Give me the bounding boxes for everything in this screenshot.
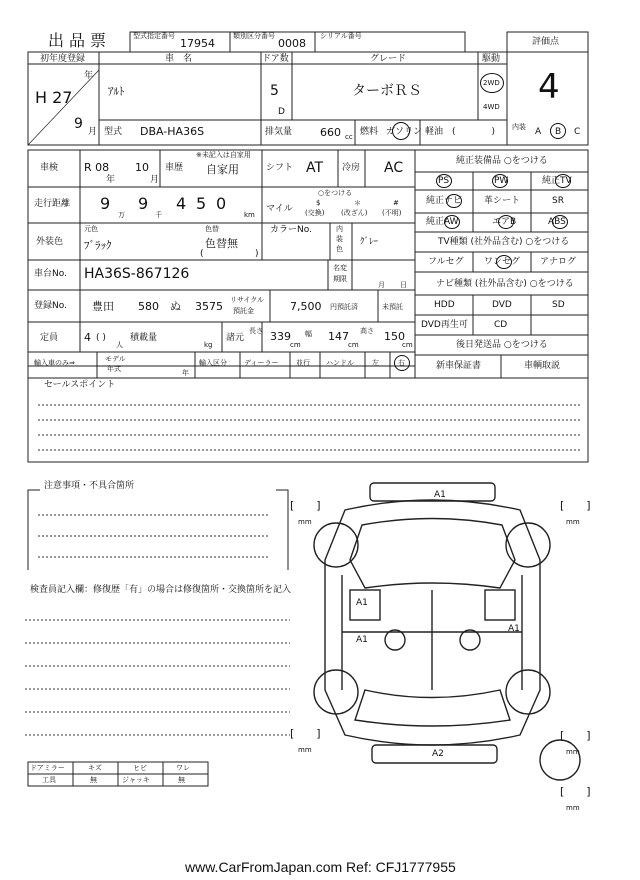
sheet-title: 出品票 <box>48 31 112 50</box>
equip-tv: 純正TV <box>542 176 572 186</box>
tools-v4: 無 <box>178 776 185 784</box>
mileage-digit-3: 4 <box>176 194 187 213</box>
grade-value: 4 <box>538 67 560 107</box>
mile-opt1a: $ <box>316 199 321 207</box>
tools-h4: ワレ <box>176 764 190 772</box>
mile-opt2a: ＊ <box>354 199 361 207</box>
history-value: 自家用 <box>206 163 239 176</box>
fuel-other: ( ) <box>452 127 496 137</box>
tools-h1: ドアミラー <box>30 764 65 772</box>
import-dealer: ディーラー <box>244 359 279 367</box>
name-change-label-1: 名変 <box>333 264 347 272</box>
handle-label: ハンドル <box>326 359 354 367</box>
orig-color-value: ﾌﾞﾗｯｸ <box>84 239 112 252</box>
mileage-digit-2: 9 <box>138 194 149 213</box>
car-name-value: ｱﾙﾄ <box>108 85 125 98</box>
width-label: 幅 <box>305 330 312 338</box>
repaint-label: 色替 <box>205 225 219 233</box>
equip-airbag: エアB <box>492 217 517 227</box>
mileage-label: 走行距離 <box>34 199 71 209</box>
tools-h2: キズ <box>88 764 102 772</box>
name-change-month: 月 <box>378 281 385 289</box>
displacement-unit: cc <box>345 133 353 141</box>
pw-circle <box>492 174 508 188</box>
drive-2wd: 2WD <box>483 79 500 87</box>
interior-color-c3: 色 <box>336 245 343 253</box>
fuel-circle <box>392 122 410 140</box>
mm-spare: mm <box>566 804 580 812</box>
interior-c: C <box>574 127 581 137</box>
equip-navi: 純正ナビ <box>426 196 463 206</box>
handle-left: 左 <box>372 359 379 367</box>
model-value: DBA-HA36S <box>140 125 205 138</box>
navi-hdd: HDD <box>434 300 455 310</box>
first-reg-year: H 27 <box>35 88 73 107</box>
mile-opt2b: (改ざん) <box>341 209 368 217</box>
category-value: 0008 <box>278 37 306 50</box>
mileage-man: 万 <box>118 211 125 219</box>
navi-dvd-play: DVD再生可 <box>421 320 468 330</box>
mileage-sen: 千 <box>155 211 162 219</box>
mileage-km: km <box>244 211 255 219</box>
capacity-unit: 人 <box>116 341 123 349</box>
mm-rr: mm <box>566 748 580 756</box>
length-unit: cm <box>290 341 301 349</box>
dim-label: 諸元 <box>226 333 245 343</box>
equip-aw: 純正AW <box>426 217 459 227</box>
navi-title: ナビ種類 (社外品含む) ○をつける <box>436 279 574 289</box>
tools-v1: 工具 <box>42 776 56 784</box>
equip-ps: PS <box>438 176 450 186</box>
doors-sub: D <box>278 107 285 117</box>
tools-v3: ジャッキ <box>122 776 150 784</box>
plate-class: 580 <box>138 300 159 313</box>
interior-label: 内装 <box>512 123 526 131</box>
recycle-label-1: リサイクル <box>230 296 265 304</box>
damage-mark-left-door: A1 <box>356 598 368 608</box>
capacity-label: 定員 <box>40 333 59 343</box>
tv-analog: アナログ <box>540 257 577 267</box>
tv-title: TV種類 (社外品含む) ○をつける <box>438 237 570 247</box>
grade-name-label: グレード <box>370 54 407 64</box>
color-label: 外装色 <box>36 237 64 247</box>
oneseg-circle <box>496 255 512 269</box>
bracket-fr: [ ] <box>560 499 591 512</box>
shift-label: シフト <box>266 163 294 173</box>
docs-warranty: 新車保証書 <box>436 361 482 371</box>
damage-mark-front: A1 <box>434 490 446 500</box>
model-designation-label: 型式指定番号 <box>133 32 175 40</box>
mm-fl: mm <box>298 518 312 526</box>
docs-title: 後日発送品 ○をつける <box>456 340 548 350</box>
shaken-year-unit: 年 <box>106 175 116 185</box>
damage-mark-left-rear: A1 <box>356 635 368 645</box>
car-name-label: 車 名 <box>165 54 193 64</box>
plate-number: 3575 <box>195 300 223 313</box>
mileage-digit-4: 5 <box>196 194 207 213</box>
handle-circle <box>394 355 410 371</box>
recycle-value: 7,500 <box>290 300 322 313</box>
height-label: 高さ <box>360 327 374 335</box>
car-diagram <box>314 483 580 780</box>
tools-h3: ヒビ <box>133 764 147 772</box>
interior-circle <box>550 123 566 139</box>
shaken-month: 10 <box>135 161 149 174</box>
aw-circle <box>444 215 460 229</box>
colorno-label: カラーNo. <box>270 225 312 235</box>
mileage-digit-1: 9 <box>100 194 111 213</box>
plate-label: 登録No. <box>34 301 67 311</box>
equip-sr: SR <box>552 196 564 206</box>
sales-point-label: セールスポイント <box>44 380 116 390</box>
doors-value: 5 <box>270 83 279 99</box>
footer-ref: www.CarFromJapan.com Ref: CFJ1777955 <box>185 859 456 875</box>
height-unit: cm <box>402 341 413 349</box>
mile-note: ○をつける <box>318 189 353 197</box>
length-value: 339 <box>270 330 291 343</box>
plate-kana: ぬ <box>170 300 181 313</box>
capacity-paren: ( ) <box>96 333 106 343</box>
first-reg-label: 初年度登録 <box>40 54 86 64</box>
model-year-label-2: 年式 <box>107 365 121 373</box>
navi-dvd: DVD <box>492 300 512 310</box>
recycle-unpaid: 未預託 <box>382 303 403 311</box>
tv-circle <box>555 174 571 188</box>
drive-2wd-circle <box>480 73 504 93</box>
recycle-label-2: 預託金 <box>233 307 254 315</box>
mile-opt3a: # <box>393 199 399 207</box>
model-designation-value: 17954 <box>180 37 215 50</box>
name-change-label-2: 期限 <box>333 275 347 283</box>
plate-area: 豊田 <box>92 300 114 313</box>
model-year-label-1: モデル <box>105 355 126 363</box>
paren-close: ) <box>255 249 259 259</box>
docs-manual: 車輌取説 <box>524 361 561 371</box>
grade-label: 評価点 <box>532 37 560 47</box>
mm-rl: mm <box>298 746 312 754</box>
tv-oneseg: ワンセグ <box>484 257 521 267</box>
equip-abs: ABS <box>548 217 566 227</box>
mile-label: マイル <box>266 204 293 214</box>
damage-mark-rear: A2 <box>432 749 444 759</box>
grade-name-value: ターボＲＳ <box>352 83 422 99</box>
genuine-title: 純正装備品 ○をつける <box>456 156 548 166</box>
width-unit: cm <box>348 341 359 349</box>
notes-label: 注意事項・不具合箇所 <box>44 481 135 491</box>
equip-pw: PW <box>494 176 509 186</box>
damage-mark-right: A1 <box>508 624 520 634</box>
fuel-label: 燃料 <box>360 127 379 137</box>
history-note: ※未記入は自家用 <box>196 151 251 159</box>
mm-fr: mm <box>566 518 580 526</box>
drive-label: 駆動 <box>482 54 501 64</box>
mile-opt3b: (不明) <box>382 209 402 217</box>
navi-circle <box>446 194 462 208</box>
navi-sd: SD <box>552 300 565 310</box>
tv-fullseg: フルセグ <box>428 257 464 267</box>
handle-right: 右 <box>398 359 405 367</box>
interior-b: B <box>555 127 562 137</box>
interior-a: A <box>535 127 542 137</box>
height-value: 150 <box>384 330 405 343</box>
import-label: 輸入車のみ⇒ <box>34 359 75 367</box>
displacement-label: 排気量 <box>265 127 293 137</box>
first-reg-month: 9 <box>74 116 83 132</box>
mileage-digit-5: 0 <box>216 194 227 213</box>
orig-color-label: 元色 <box>84 225 98 233</box>
chassis-value: HA36S-867126 <box>84 266 190 282</box>
airbag-circle <box>498 215 514 229</box>
interior-color-c1: 内 <box>336 225 343 233</box>
repaint-value: 色替無 <box>205 237 238 250</box>
serial-label: シリアル番号 <box>320 32 362 40</box>
ps-circle <box>436 174 452 188</box>
abs-circle <box>552 215 568 229</box>
drive-4wd: 4WD <box>483 103 500 111</box>
fuel-gasoline: ガソリン <box>386 127 423 137</box>
doors-label: ドア数 <box>262 54 289 64</box>
length-label: 長さ <box>249 327 263 335</box>
history-label: 車歴 <box>165 163 184 173</box>
name-change-day: 日 <box>400 281 407 289</box>
import-class-label: 輸入区分 <box>199 359 227 367</box>
equip-leather: 革シート <box>484 196 521 206</box>
bracket-spare: [ ] <box>560 785 591 798</box>
chassis-label: 車台No. <box>34 269 67 279</box>
mile-opt1b: (交換) <box>305 209 325 217</box>
shift-value: AT <box>306 160 324 176</box>
load-unit: kg <box>204 341 213 349</box>
interior-color-c2: 装 <box>336 235 343 243</box>
paren-open: ( <box>200 249 204 259</box>
recycle-status: 円預託済 <box>330 303 358 311</box>
category-label: 類別区分番号 <box>233 32 275 40</box>
interior-color-value: ｸﾞﾚｰ <box>360 237 379 247</box>
first-reg-month-unit: 月 <box>88 127 98 137</box>
width-value: 147 <box>328 330 349 343</box>
shaken-label: 車検 <box>40 163 59 173</box>
model-year-unit: 年 <box>182 369 189 377</box>
fuel-light: 軽油 <box>425 127 444 137</box>
tools-v2: 無 <box>90 776 97 784</box>
load-label: 積載量 <box>130 333 158 343</box>
model-label: 型式 <box>104 127 123 137</box>
inspector-label: 検査員記入欄：修復歴「有」の場合は修復箇所・交換箇所を記入 <box>30 585 292 595</box>
ac-value: AC <box>384 160 404 176</box>
shaken-value: R 08 <box>84 161 110 174</box>
navi-cd: CD <box>494 320 508 330</box>
shaken-month-unit: 月 <box>150 175 160 185</box>
bracket-rr: [ ] <box>560 729 591 742</box>
bracket-rl: [ ] <box>290 727 321 740</box>
bracket-fl: [ ] <box>290 499 321 512</box>
first-reg-year-unit: 年 <box>84 71 94 81</box>
import-parallel: 並行 <box>296 359 310 367</box>
capacity-value: 4 <box>84 331 91 344</box>
displacement-value: 660 <box>320 126 341 139</box>
ac-label: 冷房 <box>342 163 361 173</box>
